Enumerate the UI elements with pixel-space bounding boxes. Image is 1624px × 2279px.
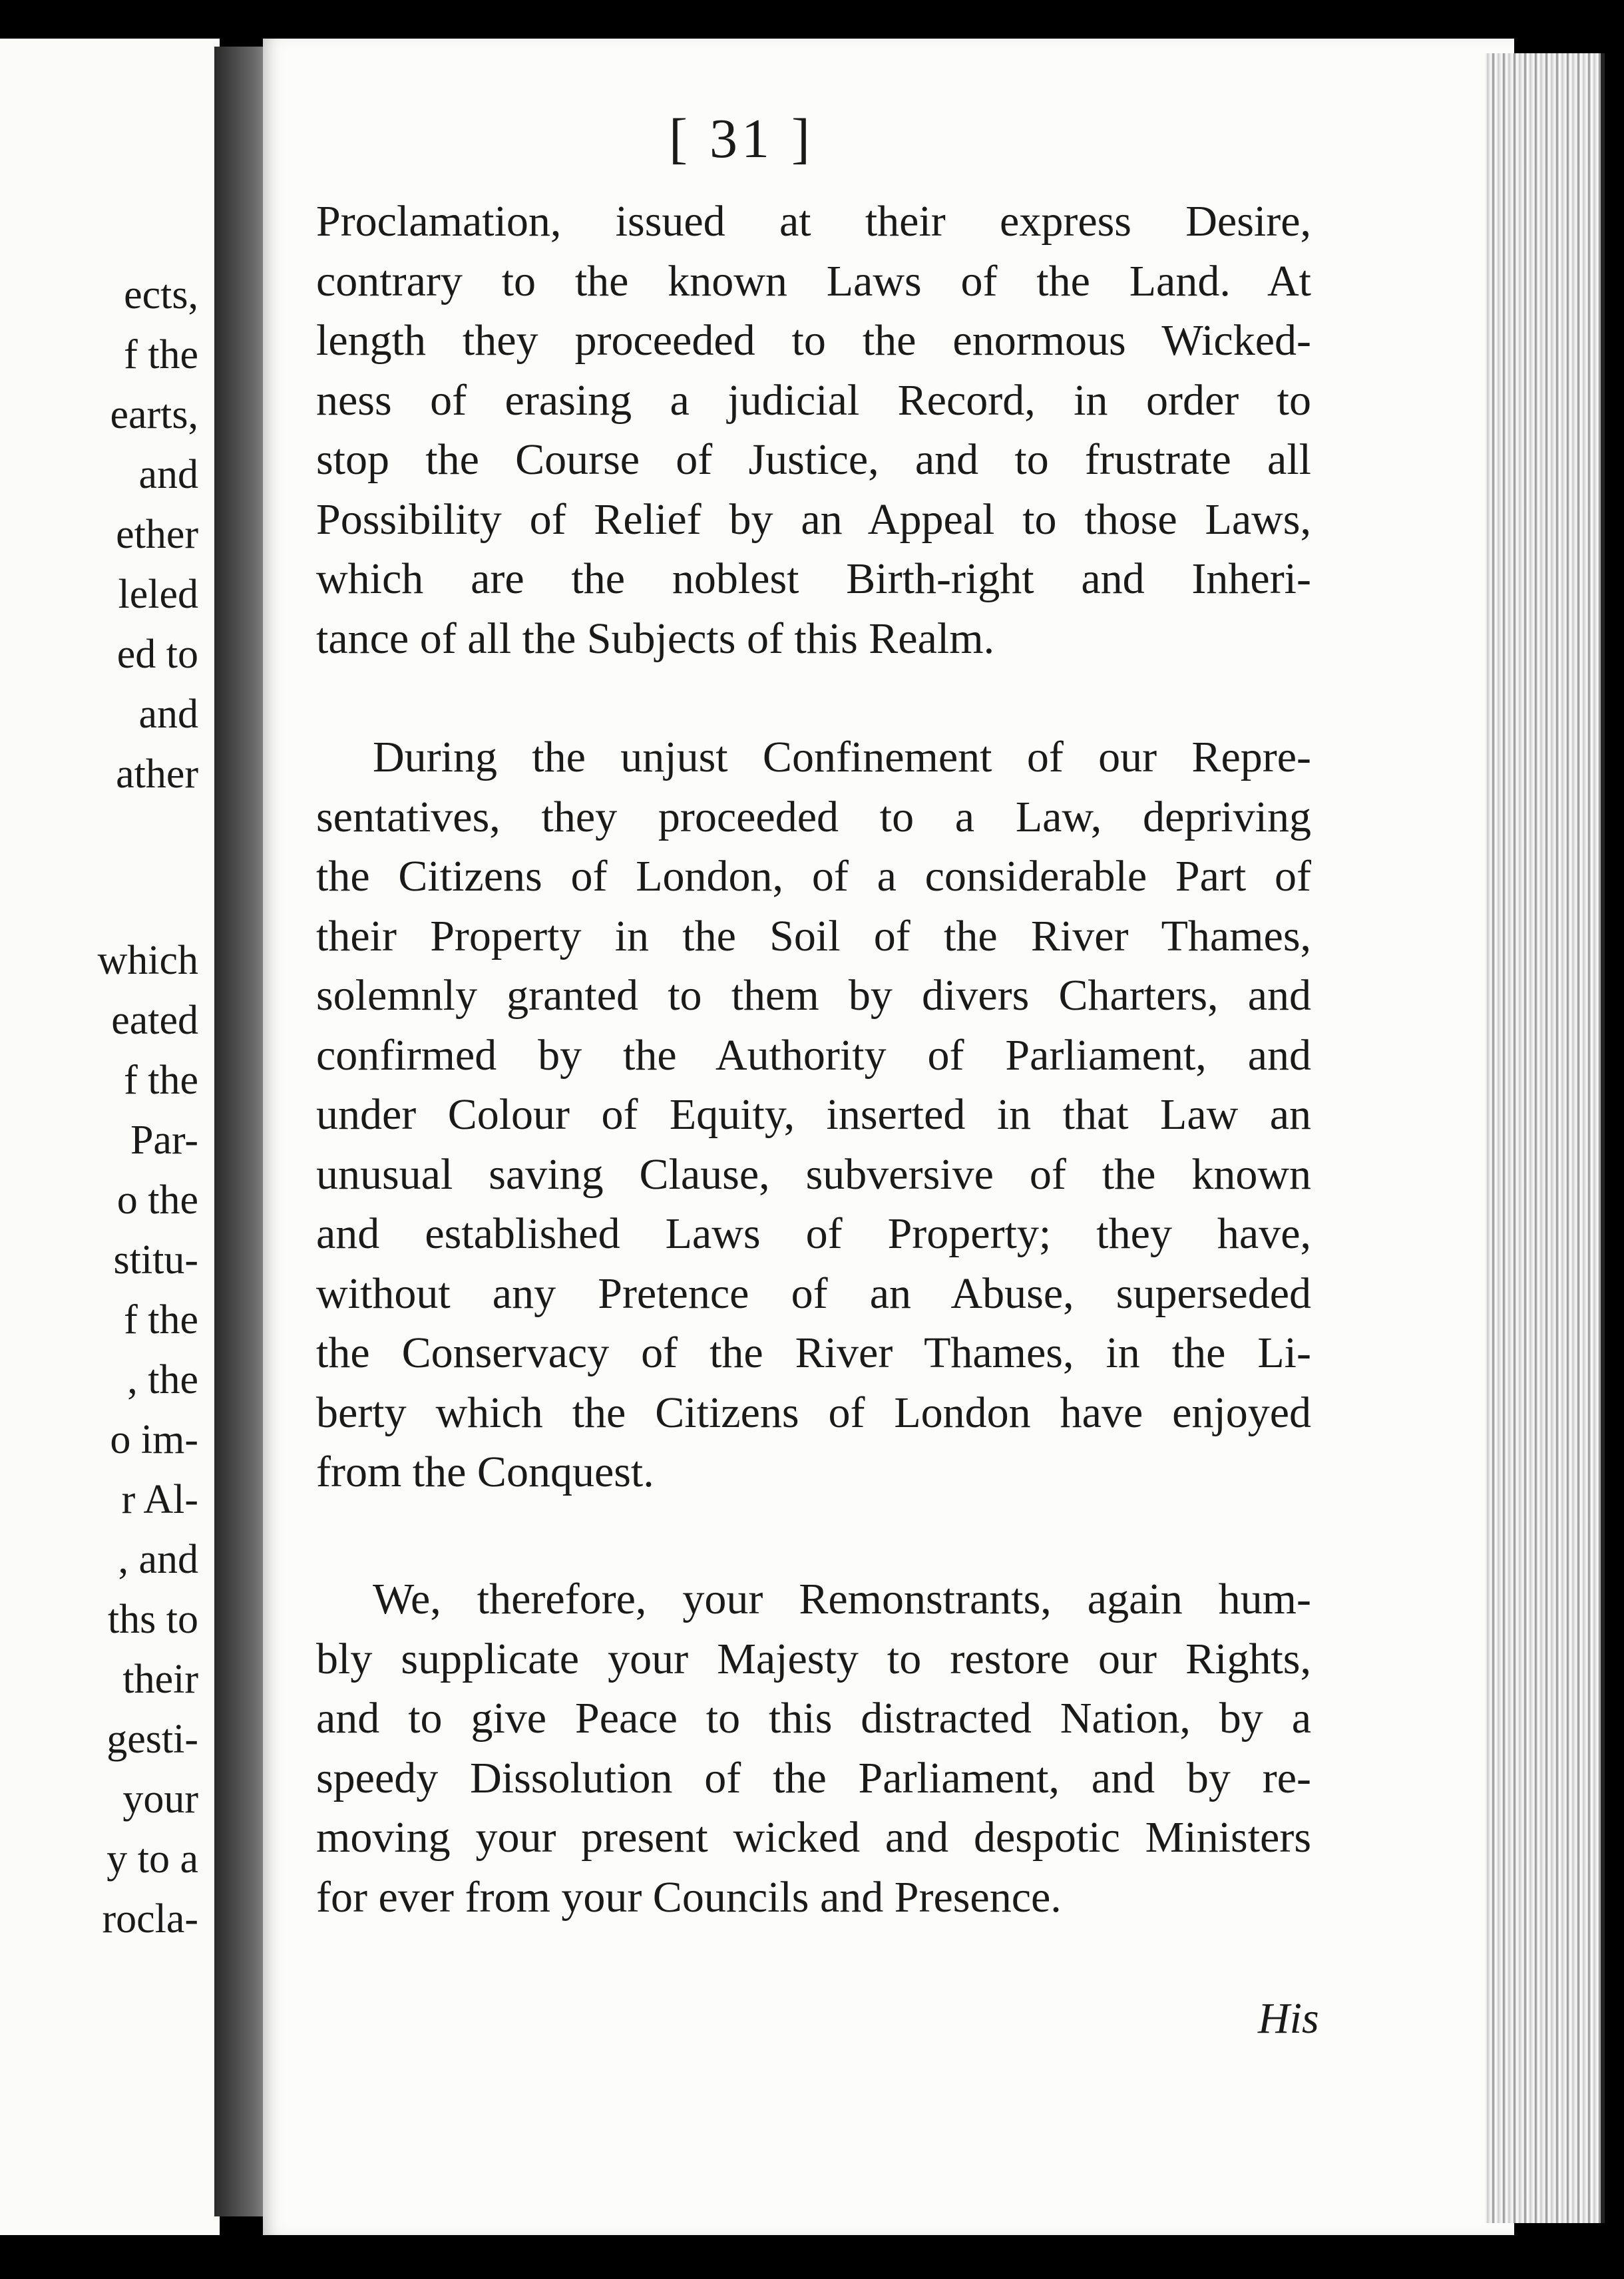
left-page-fragment: , and: [118, 1537, 198, 1582]
left-page-fragment: ether: [116, 512, 198, 557]
text-line: length they proceeded to the enormous Wicked-: [316, 316, 1311, 365]
left-page-fragment: their: [122, 1657, 198, 1702]
left-page-fragment: earts,: [110, 392, 198, 437]
left-page-fragment: stitu-: [113, 1237, 198, 1283]
text-line: the Citizens of London, of a considerable Part of: [316, 852, 1311, 901]
left-page: [0, 39, 220, 2235]
catchword: His: [1258, 1994, 1319, 2043]
left-page-fragment: which: [97, 938, 198, 983]
text-line: the Conservacy of the River Thames, in the Li-: [316, 1329, 1311, 1377]
left-page-fragment: o the: [116, 1177, 198, 1223]
scan-border-top: [0, 0, 1624, 39]
text-line: speedy Dissolution of the Parliament, and by re-: [316, 1754, 1311, 1802]
left-page-fragment: ects,: [124, 272, 198, 317]
text-line: from the Conquest.: [316, 1448, 654, 1496]
text-line: ness of erasing a judicial Record, in order to: [316, 376, 1311, 425]
left-page-fragment: r Al-: [121, 1477, 198, 1522]
text-line: We, therefore, your Remonstrants, again hum-: [373, 1575, 1311, 1623]
text-line: tance of all the Subjects of this Realm.: [316, 614, 995, 663]
text-line: bly supplicate your Majesty to restore our Rights,: [316, 1635, 1311, 1683]
text-line: stop the Course of Justice, and to frustrate all: [316, 435, 1311, 484]
text-line: and to give Peace to this distracted Nation, by a: [316, 1694, 1311, 1743]
left-page-fragment: f the: [124, 1058, 198, 1103]
text-line: for ever from your Councils and Presence.: [316, 1873, 1062, 1922]
text-line: which are the noblest Birth-right and Inheri-: [316, 554, 1311, 603]
left-page-fragment: f the: [124, 332, 198, 377]
left-page-fragment: ed to: [116, 632, 198, 677]
left-page-fragment: , the: [127, 1357, 198, 1402]
left-page-fragment: leled: [118, 572, 198, 617]
left-page-fragment: and: [138, 452, 198, 497]
text-line: berty which the Citizens of London have enjoyed: [316, 1388, 1311, 1437]
left-page-fragment: ather: [116, 751, 198, 797]
text-line: sentatives, they proceeded to a Law, depriving: [316, 793, 1311, 841]
left-page-fragment: gesti-: [106, 1717, 198, 1762]
left-page-fragment: your: [122, 1776, 198, 1822]
left-page-fragment: o im-: [110, 1417, 198, 1462]
text-line: their Property in the Soil of the River Thames,: [316, 912, 1311, 960]
text-line: Proclamation, issued at their express Desire,: [316, 197, 1311, 246]
text-line: confirmed by the Authority of Parliament, and: [316, 1031, 1311, 1080]
text-line: without any Pretence of an Abuse, superseded: [316, 1269, 1311, 1318]
left-page-fragment: and: [138, 692, 198, 737]
text-line: During the unjust Confinement of our Repre-: [373, 733, 1311, 781]
left-page-fragment: f the: [124, 1297, 198, 1343]
text-line: and established Laws of Property; they have,: [316, 1209, 1311, 1258]
text-line: under Colour of Equity, inserted in that Law an: [316, 1090, 1311, 1139]
page-edges: [1484, 53, 1605, 2223]
left-page-fragment: Par-: [130, 1118, 198, 1163]
left-page-fragment: ths to: [107, 1597, 198, 1642]
left-page-fragment: rocla-: [102, 1896, 198, 1942]
text-line: Possibility of Relief by an Appeal to those Laws,: [316, 495, 1311, 544]
text-line: unusual saving Clause, subversive of the known: [316, 1150, 1311, 1199]
text-line: solemnly granted to them by divers Charters, and: [316, 971, 1311, 1020]
page-number-header: [ 31 ]: [669, 108, 814, 170]
text-line: contrary to the known Laws of the Land. At: [316, 257, 1311, 306]
left-page-fragment: y to a: [106, 1836, 198, 1882]
scan-border-bottom: [0, 2252, 1624, 2279]
text-line: moving your present wicked and despotic Ministers: [316, 1813, 1311, 1862]
left-page-fragment: eated: [111, 998, 198, 1043]
